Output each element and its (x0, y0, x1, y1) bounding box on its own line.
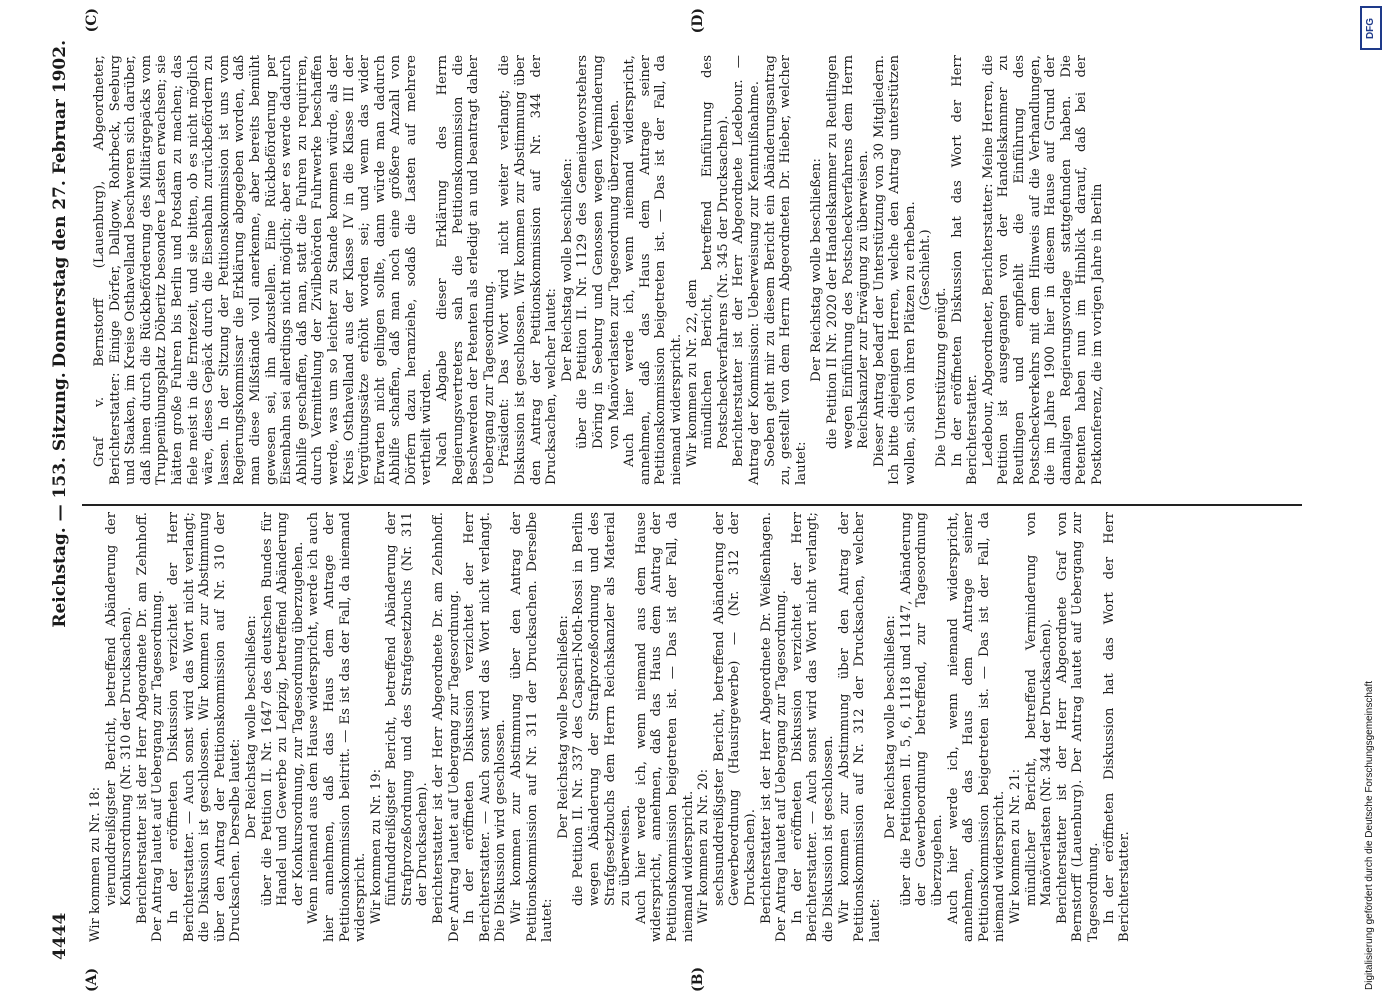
column-divider (82, 504, 1302, 506)
paragraph: Dieser Antrag bedarf der Unterstützung von 30 Mitgliedern. Ich bitte diejenigen Herren, welche den Antrag unterstützen wollen, sich von ihren Plätzen zu erheben. (871, 55, 918, 485)
paragraph: mündlichen Bericht, betreffend Einführung des Postscheckverfahrens (Nr. 345 der Drucksachen). (700, 55, 731, 449)
dfg-logo-text: DFG (1365, 17, 1377, 39)
margin-marker-b: (B) (690, 966, 706, 992)
paragraph: über die Petition II. Nr. 1647 des deutschen Bundes für Handel und Gewerbe zu Leipzig, betreffend Abänderung der Konkursordnung, zur Tagesordnung überzugehen. (259, 512, 306, 906)
paragraph: Wir kommen zu Nr. 19: (368, 768, 384, 924)
margin-marker-d: (D) (690, 8, 706, 34)
paragraph: Der Reichstag wolle beschließen: (243, 615, 259, 839)
paragraph: In der eröffneten Diskussion verzichtet der Herr Berichterstatter. — Auch sonst wird das Wort nicht verlangt; die Diskussion ist geschlossen. Wir kommen zur Abstimmung über den Antrag der Petitionskommission auf Nr. 310 der Drucksachen. Derselbe lautet: (165, 512, 244, 942)
paragraph: Soeben geht mir zu diesem Bericht ein Abänderungsantrag zu, gestellt von dem Herrn Abgeordneten Dr. Hieber, welcher lautet: (762, 55, 809, 485)
paragraph: Nach Abgabe dieser Erklärung des Herrn Regierungsvertreters sah die Petitionskommission die Beschwerden der Petenten als erledigt an und beantragt daher Uebergang zur Tagesordnung. (435, 55, 497, 485)
paragraph: mündlicher Bericht, betreffend Verminderung von Manöverlasten (Nr. 344 der Drucksachen). (1023, 512, 1055, 906)
right-column (92, 55, 1106, 485)
margin-marker-a: (A) (84, 967, 100, 992)
paragraph: Berichterstatter ist der Herr Abgeordnete Dr. am Zehnhoff. Der Antrag lautet auf Uebergang zur Tagesordnung. (431, 512, 462, 942)
digitization-sidebar (1356, 0, 1383, 1000)
paragraph: fünfunddreißigster Bericht, betreffend Abänderung der Strafprozeßordnung und des Strafgesetzbuchs (Nr. 311 der Drucksachen). (384, 512, 431, 906)
paragraph: Berichterstatter ist der Herr Abgeordnete Graf von Bernstorff (Lauenburg). Der Antrag lautet auf Uebergang zur Tagesordnung. (1054, 512, 1101, 942)
paragraph: die Petition II. Nr. 337 des Caspari-Noth-Rossi in Berlin wegen Abänderung der Strafprozeßordnung und des Strafgesetzbuchs dem Herrn Reichskanzler als Material zu überweisen. (571, 512, 634, 906)
paragraph: über die Petitionen II. 5, 6, 1118 und 1147, Abänderung der Gewerbeordnung betreffend, zur Tagesordnung überzugehen. (898, 512, 946, 906)
paragraph: Wir kommen zu Nr. 20: (696, 768, 712, 924)
funding-credit: Digitalisierung gefördert durch die Deutsche Forschungsgemeinschaft (1364, 680, 1375, 990)
page-number: 4444 (50, 912, 70, 960)
paragraph: (Geschieht.) (918, 229, 934, 311)
page-header (50, 40, 78, 960)
paragraph: Auch hier werde ich, wenn niemand widerspricht, annehmen, daß das Haus dem Antrage seiner Petitionskommission beigetreten ist. — Das ist der Fall, da niemand widerspricht. (945, 512, 1008, 942)
margin-marker-c: (C) (84, 8, 100, 33)
paragraph: Wir kommen zu Nr. 18: (88, 786, 103, 942)
paragraph: Wir kommen zur Abstimmung über den Antrag der Petitionskommission auf Nr. 311 der Drucksachen. Derselbe lautet: (509, 512, 556, 942)
session-date: Donnerstag den 27. Februar 1902. (50, 40, 70, 368)
paragraph: In der eröffneten Diskussion hat das Wort der Herr Berichterstatter. (1101, 512, 1133, 942)
paragraph: Auch hier werde ich, wenn niemand aus dem Hause widerspricht, annehmen, daß das Haus dem Antrag der Petitionskommission beigetreten ist. — Das ist der Fall, da niemand widerspricht. (633, 512, 696, 942)
paragraph: Der Reichstag wolle beschließen: (809, 158, 825, 382)
paragraph: Präsident: Das Wort wird nicht weiter verlangt; die Diskussion ist geschlossen. Wir kommen zur Abstimmung über den Antrag der Petitionskommission auf Nr. 344 der Drucksachen, welcher lautet: (497, 55, 560, 485)
paragraph: Wir kommen zu Nr. 21: (1008, 768, 1024, 924)
paragraph: vierunddreißigster Bericht, betreffend Abänderung der Konkursordnung (Nr. 310 der Drucksachen). (103, 512, 135, 906)
paragraph: Berichterstatter ist der Herr Abgeordnete Dr. Weißenhagen. Der Antrag lautet auf Uebergang zur Tagesordnung. (758, 512, 790, 942)
paragraph: Wir kommen zu Nr. 22, dem (684, 279, 700, 467)
paragraph: Berichterstatter ist der Herr Abgeordnete Ledebour. — Antrag der Kommission: Ueberweisung zur Kenntnißnahme. (731, 55, 762, 485)
paragraph: Graf v. Bernstorff (Lauenburg), Abgeordneter, Berichterstatter: Einige Dörfer, Dallgow, Rohrbeck, Seeburg und Staaken, im Kreise Osthavelland beschweren sich darüber, daß ihnen durch die Rückbeförderung des Militärgepäcks vom Truppenübungsplatz Döberitz besondere Lasten erwachsen; sie hätten große Fuhren bis Berlin und Potsdam zu machen; das fiele meist in die Erntezeit, und sie bitten, ob es nicht möglich wäre, dieses Gepäck durch die Eisenbahn zurückbefördern zu lassen. In der Sitzung der Petitionskommission ist uns vom Regierungskommissar die Erklärung abgegeben worden, daß man diese Mißstände voll anerkenne, aber bereits bemüht gewesen sei, ihn abzustellen. Eine Rückbeförderung per Eisenbahn sei allerdings nicht möglich; aber es werde dadurch Abhilfe geschaffen, daß man, statt die Fuhren zu requiriren, durch Vermittelung der Zivilbehörden Fuhrwerke beschaffen werde, was um so leichter zu Stande kommen würde, als der Kreis Osthavelland aus der Klasse IV in die Klasse III der Vergütungssätze erhöht worden sei; und wenn das wider Erwarten nicht gelingen sollte, dann würde man dadurch Abhilfe schaffen, daß man noch eine größere Anzahl von Dörfern dazu heranziehe, sodaß die Lasten auf mehrere vertheilt würden. (92, 55, 435, 485)
paragraph: die Petition II Nr. 2020 der Handelskammer zu Reutlingen wegen Einführung des Postscheckverfahrens dem Herrn Reichskanzler zur Erwägung zu überweisen. (824, 55, 872, 449)
paragraph: Der Reichstag wolle beschließen: (555, 615, 571, 839)
paragraph: In der eröffneten Diskussion verzichtet der Herr Berichterstatter. — Auch sonst wird das Wort nicht verlangt; die Diskussion ist geschlossen. (789, 512, 836, 942)
paragraph: Ledebour, Abgeordneter, Berichterstatter: Meine Herren, die Petition ist ausgegangen von der Handelskammer zu Reutlingen und empfiehlt die Einführung des Postscheckverkehrs mit dem Hinweis auf die Verhandlungen, die im Jahre 1900 hier in diesem Hause auf Grund der damaligen Regierungsvorlage stattgefunden haben. Die Petenten haben nun im Hinblick darauf, daß bei der Postkonferenz, die im vorigen Jahre in Berlin (980, 55, 1105, 485)
paragraph: In der eröffneten Diskussion hat das Wort der Herr Berichterstatter. (949, 55, 981, 485)
paragraph: Wir kommen zur Abstimmung über den Antrag der Petitionskommission auf Nr. 312 der Drucksachen, welcher lautet: (836, 512, 883, 942)
paragraph: Berichterstatter ist der Herr Abgeordnete Dr. am Zehnhoff. Der Antrag lautet auf Uebergang zur Tagesordnung. (134, 512, 166, 942)
paragraph: Der Reichstag wolle beschließen: (559, 158, 575, 382)
paragraph: sechsunddreißigster Bericht, betreffend Abänderung der Gewerbeordnung (Hausirgewerbe) — (Nr. 312 der Drucksachen). (711, 512, 758, 906)
paragraph: In der eröffneten Diskussion verzichtet der Herr Berichterstatter. — Auch sonst wird das Wort nicht verlangt. Die Diskussion wird geschlossen. (462, 512, 509, 942)
paragraph: Auch hier werde ich, wenn niemand widerspricht, annehmen, daß das Haus dem Antrage seiner Petitionskommission beigetreten ist. — Das ist der Fall, da niemand widerspricht. (622, 55, 684, 485)
paragraph: über die Petition II. Nr. 1129 des Gemeindevorstehers Döring in Seeburg und Genossen wegen Verminderung von Manöverlasten zur Tagesordnung überzugehen. (575, 55, 622, 449)
paragraph: Der Reichstag wolle beschließen: (883, 615, 899, 839)
left-column (88, 512, 1133, 942)
session-title: Reichstag. — 153. Sitzung. (50, 372, 70, 628)
paragraph: Wenn niemand aus dem Hause widerspricht, werde ich auch hier annehmen, daß das Haus dem Antrage der Petitionskommission beitritt. — Es ist das der Fall, da niemand widerspricht. (306, 512, 369, 942)
paragraph: Die Unterstützung genügt. (934, 287, 950, 467)
